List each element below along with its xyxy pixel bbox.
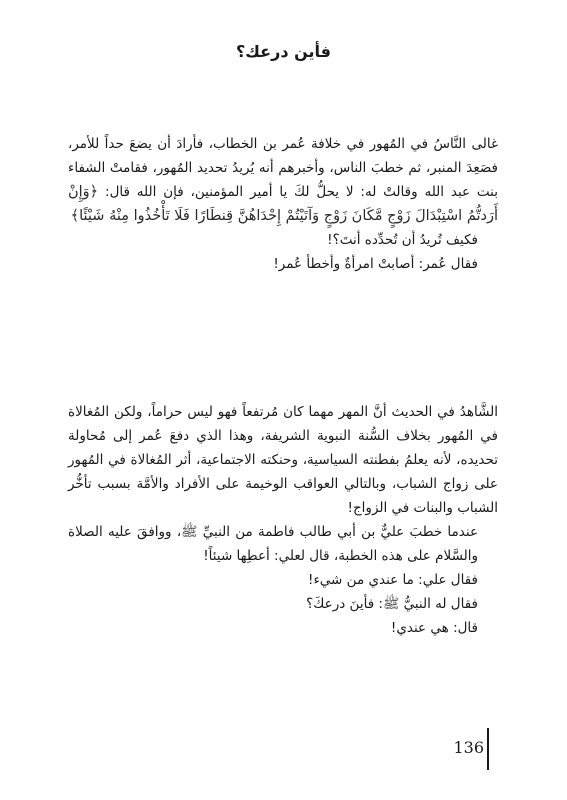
paragraph-story xyxy=(68,132,498,228)
second-passage xyxy=(68,400,498,640)
paragraph-lesson: الشَّاهدُ في الحديث أنَّ المهر مهما كان مُرتفعاً فهو ليس حراماً، ولكن المُغالاة في المُهور بخلاف السُّنة النبوية الشريفة، وهذا الذي دفعَ عُمر إلى مُحاولة تحديده، لأنه يعلمُ بفطنته السياسية، وحنكته الاجتماعية، أثر المُغالاة في المُهور على زواج الشباب، وبالتالي العواقب الوخيمة على الأفراد والأمَّة بسبب تأخُّر الشباب والبنات في الزواج! xyxy=(68,404,498,516)
dialog-line-answer: قال: هي عندي! xyxy=(390,620,478,636)
paragraph-question: فكيف تُريدُ أن تُحدِّده أنتَ؟! xyxy=(327,232,478,248)
page-title: فأين درعك؟ xyxy=(236,42,331,61)
quran-verse: ﴿وَإِنْ أَرَدتُّمُ اسْتِبْدَالَ زَوْجٍ مَّكَانَ زَوْجٍ وَآتَيْتُمْ إِحْدَاهُنَّ قِنطَارًا فَلَا تَأْخُذُوا مِنْهُ شَيْئًا﴾ xyxy=(68,184,498,224)
dialog-line-ali: فقال علي: ما عندي من شيء! xyxy=(308,572,478,588)
paragraph-umar-reply: فقال عُمر: أصابتْ امرأةٌ وأخطأ عُمر! xyxy=(273,256,478,272)
dialog-line-prophet: فقال له النبيُّ ﷺ: فأينَ درعكَ؟ xyxy=(306,596,478,612)
page-number: 136 xyxy=(453,738,484,757)
first-passage xyxy=(68,132,498,276)
footer-divider xyxy=(487,728,489,770)
paragraph-ali-proposal: عندما خطبَ عليٌّ بن أبي طالب فاطمة من النبيِّ ﷺ، ووافقَ عليه الصلاة والسَّلام على هذه الخطبة، قال لعلي: أعطِها شيئاً! xyxy=(68,524,478,564)
paragraph-text: غالى النَّاسُ في المُهور في خلافة عُمر بن الخطاب، فأرادَ أن يضعَ حداً للأمر، فصَعِدَ المنبر، ثم خطبَ الناس، وأخبرهم أنه يُريدُ تحديد المُهور، فقامتْ الشفاء بنت عبد الله وقالتْ له: لا يحلُّ لكَ يا أمير المؤمنين، فإن الله قال: xyxy=(68,136,499,200)
